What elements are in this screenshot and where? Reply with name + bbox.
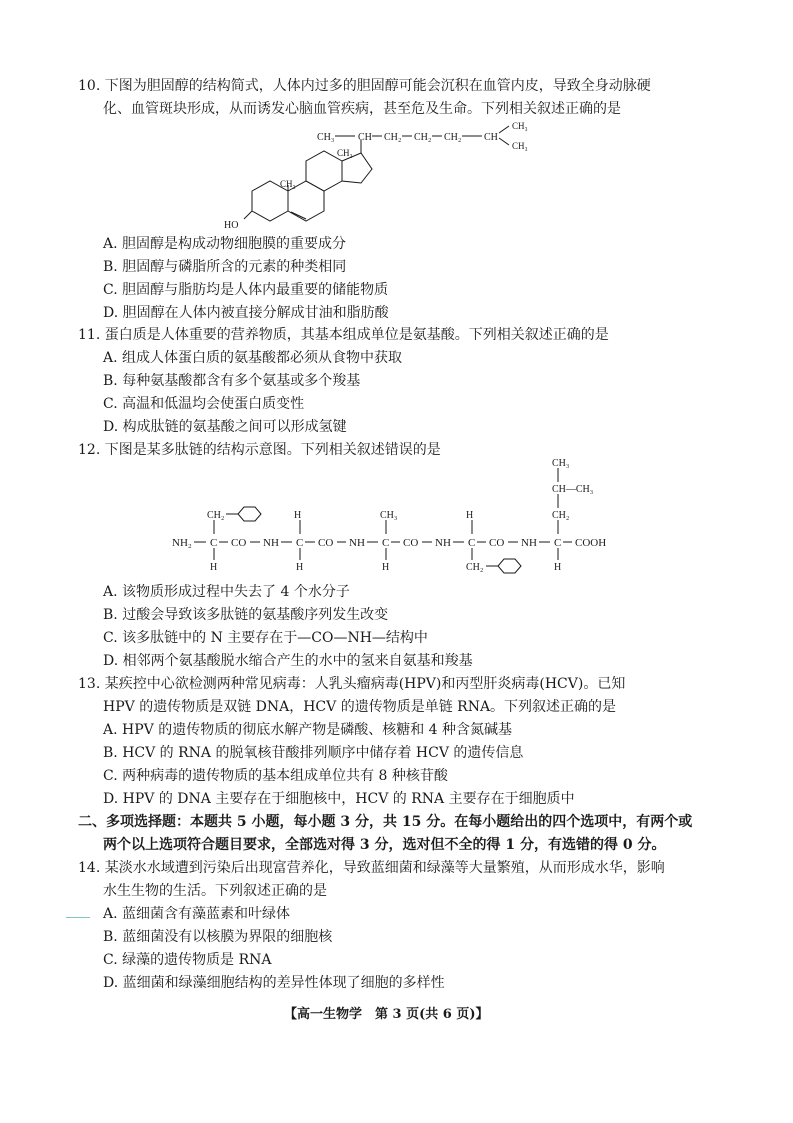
pp-nh2b: NH [349,537,365,549]
q13-stem-line1: 13. 某疾控中心欲检测两种常见病毒：人乳头瘤病毒(HPV)和丙型肝炎病毒(HCV)。已知 [78,676,626,692]
section2-line2: 两个以上选项符合题目要求，全部选对得 3 分，选对但不全的得 1 分，有选错的得 0 分。 [103,837,666,853]
pp-top2: H [294,510,302,521]
q12-option-c: C. 该多肽链中的 N 主要存在于—CO—NH—结构中 [103,630,428,646]
pp-c2: C [296,537,304,549]
q11-option-d: D. 构成肽链的氨基酸之间可以形成氢键 [103,419,347,435]
q10-option-d: D. 胆固醇在人体内被直接分解成甘油和脂肪酸 [103,305,389,321]
ch3-top: CH₃ [512,121,528,131]
chain-ch2-a: CH₂ [384,132,402,143]
ring-ch3-a: CH₃ [337,148,353,158]
q12-option-a: A. 该物质形成过程中失去了 4 个水分子 [103,584,350,600]
ho-label: HO [224,220,239,231]
pp-leu-mid: CH—CH₃ [552,484,594,495]
pp-nh4: NH [521,537,537,549]
pp-cooh: COOH [575,537,607,549]
pp-leu-top: CH₃ [552,458,570,469]
q12-option-b: B. 过酸会导致该多肽链的氨基酸序列发生改变 [103,607,389,623]
q10-option-a: A. 胆固醇是构成动物细胞膜的重要成分 [103,236,347,252]
pp-top1: CH₂ [207,510,225,521]
page-footer: 【高一生物学 第 3 页(共 6 页)】 [284,1007,489,1022]
q11-option-a: A. 组成人体蛋白质的氨基酸都必须从食物中获取 [103,350,403,366]
q13-option-d: D. HPV 的 DNA 主要存在于细胞核中，HCV 的 RNA 主要存在于细胞质中 [103,791,575,807]
q14-option-a: A. 蓝细菌含有藻蓝素和叶绿体 [103,906,291,922]
q13-stem-line2: HPV 的遗传物质是双链 DNA，HCV 的遗传物质是单链 RNA。下列叙述正确的是 [103,699,617,715]
chain-ch: CH [358,132,372,143]
q14-option-c: C. 绿藻的遗传物质是 RNA [103,952,272,968]
polypeptide-structure [168,452,628,582]
pp-c5: C [554,537,562,549]
pp-bot4: CH₂ [466,562,484,573]
q11-stem: 11. 蛋白质是人体重要的营养物质，其基本组成单位是氨基酸。下列相关叙述正确的是 [78,327,609,343]
q12-stem: 12. 下图是某多肽链的结构示意图。下列相关叙述错误的是 [78,442,441,458]
pp-bot2: H [296,562,304,573]
pp-co1: CO [231,537,247,549]
q10-stem-line2: 化、血管斑块形成，从而诱发心脑血管疾病，甚至危及生命。下列相关叙述正确的是 [103,101,621,117]
q11-option-c: C. 高温和低温均会使蛋白质变性 [103,396,305,412]
margin-mark [66,917,90,918]
pp-c4: C [468,537,476,549]
q13-option-a: A. HPV 的遗传物质的彻底水解产物是磷酸、核糖和 4 种含氮碱基 [103,722,513,738]
q12-option-d: D. 相邻两个氨基酸脱水缩合产生的水中的氢来自氨基和羧基 [103,653,473,669]
pp-top3: CH₃ [380,510,398,521]
section2-line1: 二、多项选择题：本题共 5 小题，每小题 3 分，共 15 分。在每小题给出的四个选项中，有两个或 [78,814,693,830]
q14-stem-line2: 水生生物的生活。下列叙述正确的是 [103,883,327,899]
q10-stem-line1: 10. 下图为胆固醇的结构简式，人体内过多的胆固醇可能会沉积在血管内皮，导致全身动脉硬 [78,78,651,94]
chain-ch3: CH₃ [317,132,335,143]
pp-nh2: NH₂ [172,537,192,549]
ring-ch3-b: CH₃ [280,179,296,189]
pp-c1: C [210,537,218,549]
cholesterol-structure [222,121,552,233]
q13-option-b: B. HCV 的 RNA 的脱氧核苷酸排列顺序中储存着 HCV 的遗传信息 [103,745,524,761]
pp-nh1: NH [263,537,279,549]
pp-bot1: H [210,562,218,573]
q10-option-c: C. 胆固醇与脂肪均是人体内最重要的储能物质 [103,282,389,298]
q14-stem-line1: 14. 某淡水水域遭到污染后出现富营养化，导致蓝细菌和绿藻等大量繁殖，从而形成水华，影响 [78,860,665,876]
ch3-bottom: CH₃ [512,141,528,151]
chain-ch2-c: CH₂ [444,132,462,143]
q14-option-b: B. 蓝细菌没有以核膜为界限的细胞核 [103,929,333,945]
q13-option-c: C. 两种病毒的遗传物质的基本组成单位共有 8 种核苷酸 [103,768,448,784]
pp-top4: H [466,510,474,521]
pp-bot3: H [382,562,390,573]
q10-option-b: B. 胆固醇与磷脂所含的元素的种类相同 [103,259,347,275]
pp-bot5: H [554,562,562,573]
pp-co3: CO [403,537,419,549]
pp-c3: C [382,537,390,549]
pp-co2: CO [318,537,334,549]
pp-top5: CH₂ [552,510,570,521]
q11-option-b: B. 每种氨基酸都含有多个氨基或多个羧基 [103,373,361,389]
chain-ch-branch: CH [484,132,498,143]
q14-option-d: D. 蓝细菌和绿藻细胞结构的差异性体现了细胞的多样性 [103,975,445,991]
pp-nh3: NH [435,537,451,549]
chain-ch2-b: CH₂ [414,132,432,143]
pp-co4: CO [489,537,505,549]
